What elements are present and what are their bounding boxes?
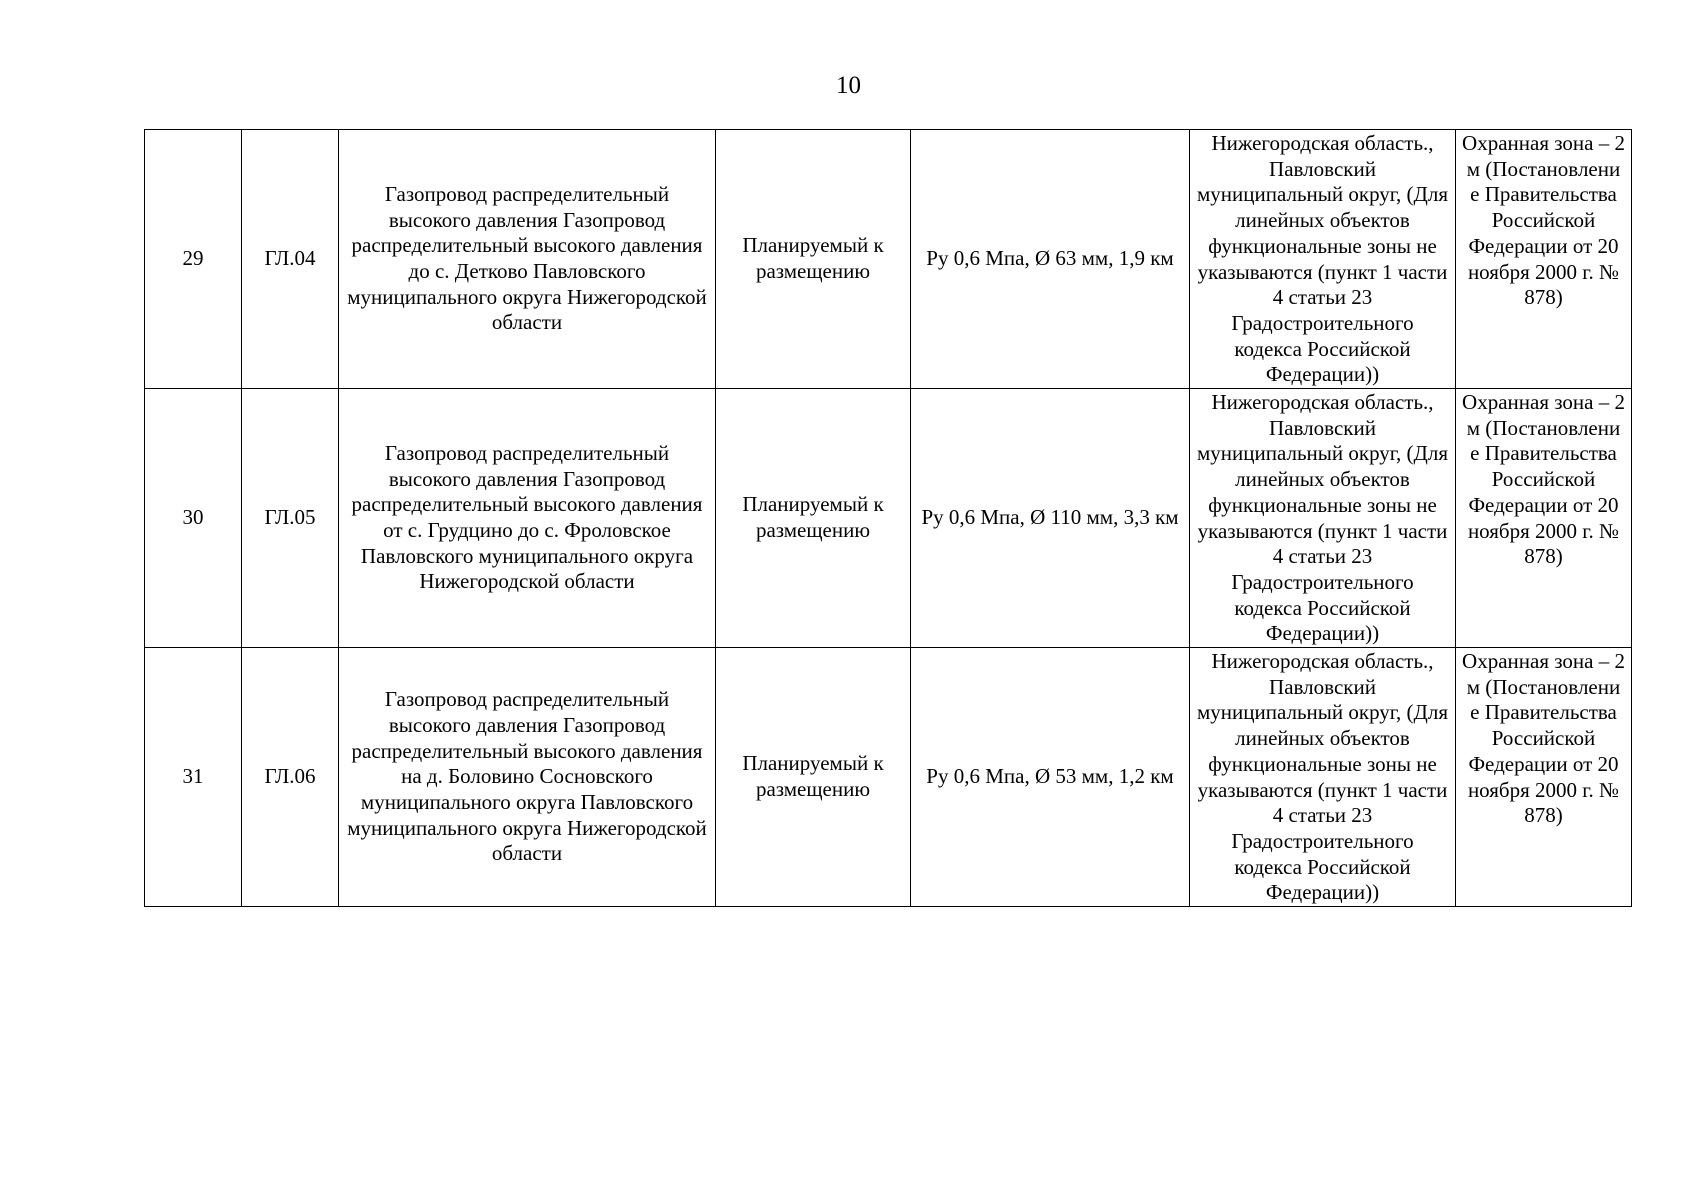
object-location-cell: Нижегородская область., Павловский муниципальный округ, (Для линейных объектов функциональные зоны не указываются (пункт 1 части 4 статьи 23 Градостроительного кодекса Российской Федерации)) [1190,648,1456,907]
protection-zone-cell: Охранная зона – 2 м (Постановлени е Правительства Российской Федерации от 20 ноября 2000 г. № 878) [1456,130,1632,389]
object-params-cell: Ру 0,6 Мпа, Ø 53 мм, 1,2 км [911,648,1190,907]
object-params-cell: Ру 0,6 Мпа, Ø 63 мм, 1,9 км [911,130,1190,389]
protection-zone-cell: Охранная зона – 2 м (Постановлени е Правительства Российской Федерации от 20 ноября 2000 г. № 878) [1456,648,1632,907]
object-status-cell: Планируемый к размещению [716,648,911,907]
row-number-cell: 30 [145,389,242,648]
row-number-cell: 29 [145,130,242,389]
object-name-cell: Газопровод распределительный высокого давления Газопровод распределительный высокого давления от с. Грудцино до с. Фроловское Павловского муниципального округа Нижегородской области [339,389,716,648]
row-number-cell: 31 [145,648,242,907]
table-row [145,389,1632,648]
object-status-cell: Планируемый к размещению [716,130,911,389]
object-code-cell: ГЛ.05 [242,389,339,648]
object-location-cell: Нижегородская область., Павловский муниципальный округ, (Для линейных объектов функциональные зоны не указываются (пункт 1 части 4 статьи 23 Градостроительного кодекса Российской Федерации)) [1190,130,1456,389]
table-row [145,648,1632,907]
object-status-cell: Планируемый к размещению [716,389,911,648]
object-name-cell: Газопровод распределительный высокого давления Газопровод распределительный высокого давления на д. Боловино Сосновского муниципального округа Павловского муниципального округа Нижегородской области [339,648,716,907]
table-row [145,130,1632,389]
object-code-cell: ГЛ.04 [242,130,339,389]
objects-table [144,129,1632,907]
protection-zone-cell: Охранная зона – 2 м (Постановлени е Правительства Российской Федерации от 20 ноября 2000 г. № 878) [1456,389,1632,648]
object-params-cell: Ру 0,6 Мпа, Ø 110 мм, 3,3 км [911,389,1190,648]
object-name-cell: Газопровод распределительный высокого давления Газопровод распределительный высокого давления до с. Детково Павловского муниципального округа Нижегородской области [339,130,716,389]
page-number: 10 [836,72,861,99]
object-location-cell: Нижегородская область., Павловский муниципальный округ, (Для линейных объектов функциональные зоны не указываются (пункт 1 части 4 статьи 23 Градостроительного кодекса Российской Федерации)) [1190,389,1456,648]
object-code-cell: ГЛ.06 [242,648,339,907]
